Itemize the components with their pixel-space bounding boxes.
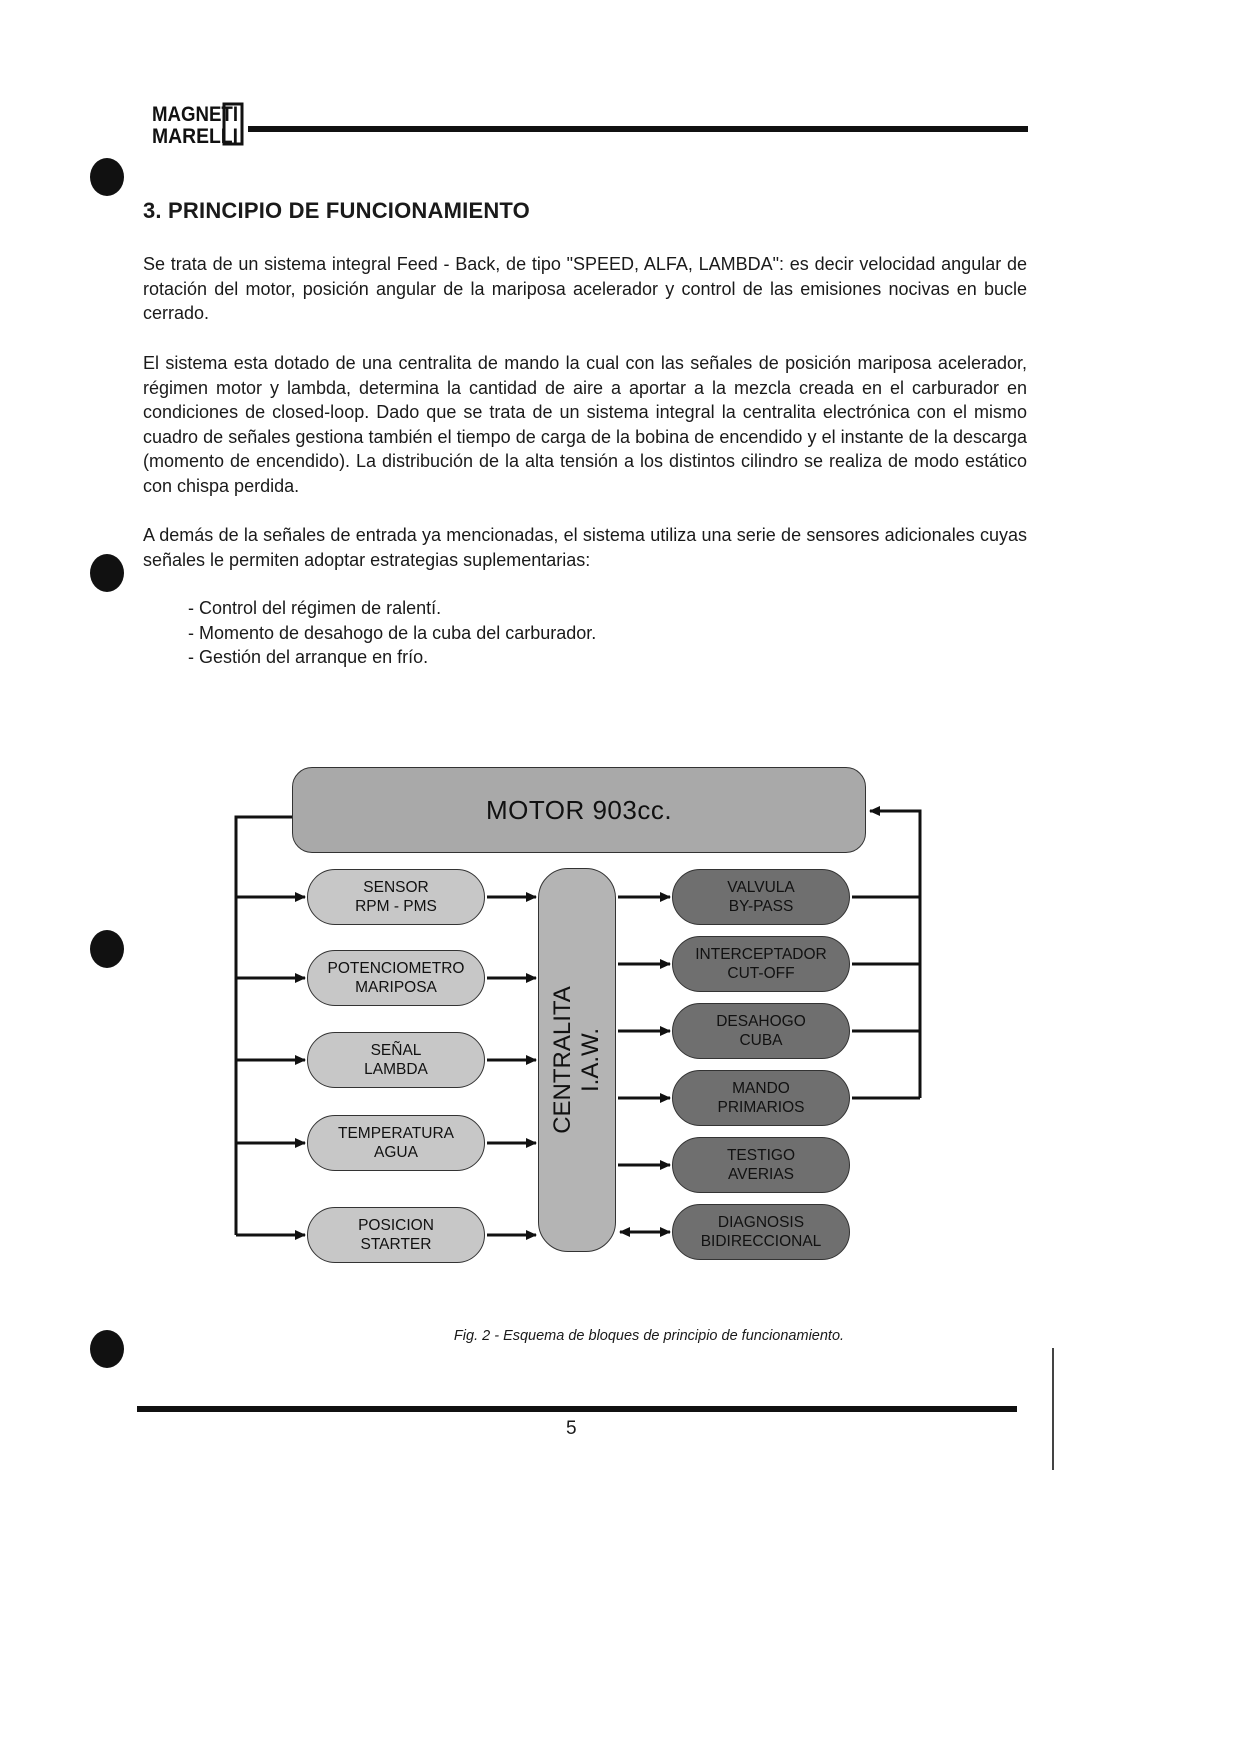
centralita-block [538, 868, 616, 1252]
output-label: INTERCEPTADOR [695, 946, 827, 963]
centralita-label-line-1: CENTRALITA [549, 986, 577, 1134]
output-block-testigo [672, 1137, 850, 1193]
output-block-desahogo [672, 1003, 850, 1059]
input-label: STARTER [360, 1236, 432, 1253]
output-block-mando [672, 1070, 850, 1126]
figure-caption: Fig. 2 - Esquema de bloques de principio de funcionamiento. [453, 1328, 845, 1344]
output-label: VALVULA [727, 879, 795, 896]
scan-edge-line [1052, 1348, 1054, 1470]
feedback-to-motor [870, 811, 920, 1098]
output-label: MANDO [732, 1080, 790, 1097]
input-block-starter [307, 1207, 485, 1263]
paragraph-3: A demás de la señales de entrada ya mencionadas, el sistema utiliza una serie de sensores adicionales cuyas señales le permiten adoptar estrategias suplementarias: [143, 525, 1027, 570]
bullet-item: - Gestión del arranque en frío. [188, 647, 429, 667]
output-label: BY-PASS [728, 898, 794, 915]
output-block-valvula [672, 869, 850, 925]
input-label: LAMBDA [364, 1061, 428, 1078]
output-label: TESTIGO [726, 1147, 796, 1164]
centralita-label [549, 986, 605, 1134]
bullet-item: - Control del régimen de ralentí. [188, 598, 442, 618]
input-label: TEMPERATURA [338, 1125, 454, 1142]
input-label: RPM - PMS [355, 898, 437, 915]
output-label: AVERIAS [727, 1166, 795, 1183]
output-block-diagnosis [672, 1204, 850, 1260]
motor-feed-line [236, 817, 292, 1235]
motor-label: MOTOR 903cc. [485, 794, 673, 825]
footer-rule [137, 1406, 1017, 1412]
bullet-item: - Momento de desahogo de la cuba del carburador. [188, 622, 597, 643]
input-label: POTENCIOMETRO [327, 960, 465, 977]
input-label: AGUA [374, 1144, 418, 1161]
logo-line-1: MAGNETI [152, 103, 238, 126]
centralita-label-line-2: I.A.W. [577, 1027, 605, 1093]
output-label: DESAHOGO [716, 1013, 806, 1030]
motor-block [292, 767, 866, 853]
input-block-temperatura [307, 1115, 485, 1171]
page-number: 5 [566, 1418, 577, 1439]
paragraph-1: Se trata de un sistema integral Feed - Back, de tipo "SPEED, ALFA, LAMBDA": es decir velocidad angular de rotación del motor, posición angular de la mariposa acelerador y control de las emisiones nocivas en bucle cerrado. [143, 254, 1027, 323]
output-block-interceptador [672, 936, 850, 992]
input-block-potenciometro [307, 950, 485, 1006]
output-label: BIDIRECCIONAL [700, 1233, 822, 1250]
output-label: CUT-OFF [727, 965, 795, 982]
output-label: CUBA [739, 1032, 783, 1049]
input-label: SENSOR [363, 879, 429, 896]
paragraph-2: El sistema esta dotado de una centralita de mando la cual con las señales de posición mariposa acelerador, régimen motor y lambda, determina la cantidad de aire a aportar a la mezcla creada en el carburador en condiciones de closed-loop. Dado que se trata de un sistema integral la centralita electrónica con el mismo cuadro de señales gestiona también el tiempo de carga de la bobina de encendido y el instante de la descarga (momento de encendido). La distribución de la alta tensión a los distintos cilindro se realiza de modo estático con chispa perdida. [143, 353, 1027, 496]
input-block-lambda [307, 1032, 485, 1088]
output-label: DIAGNOSIS [717, 1214, 805, 1231]
section-title: 3. PRINCIPIO DE FUNCIONAMIENTO [143, 198, 530, 223]
output-label: PRIMARIOS [717, 1099, 805, 1116]
input-label: SEÑAL [370, 1042, 422, 1059]
input-block-sensor-rpm [307, 869, 485, 925]
logo-line-2: MARELLI [152, 125, 238, 146]
input-label: POSICION [358, 1217, 434, 1234]
input-label: MARIPOSA [355, 979, 437, 996]
